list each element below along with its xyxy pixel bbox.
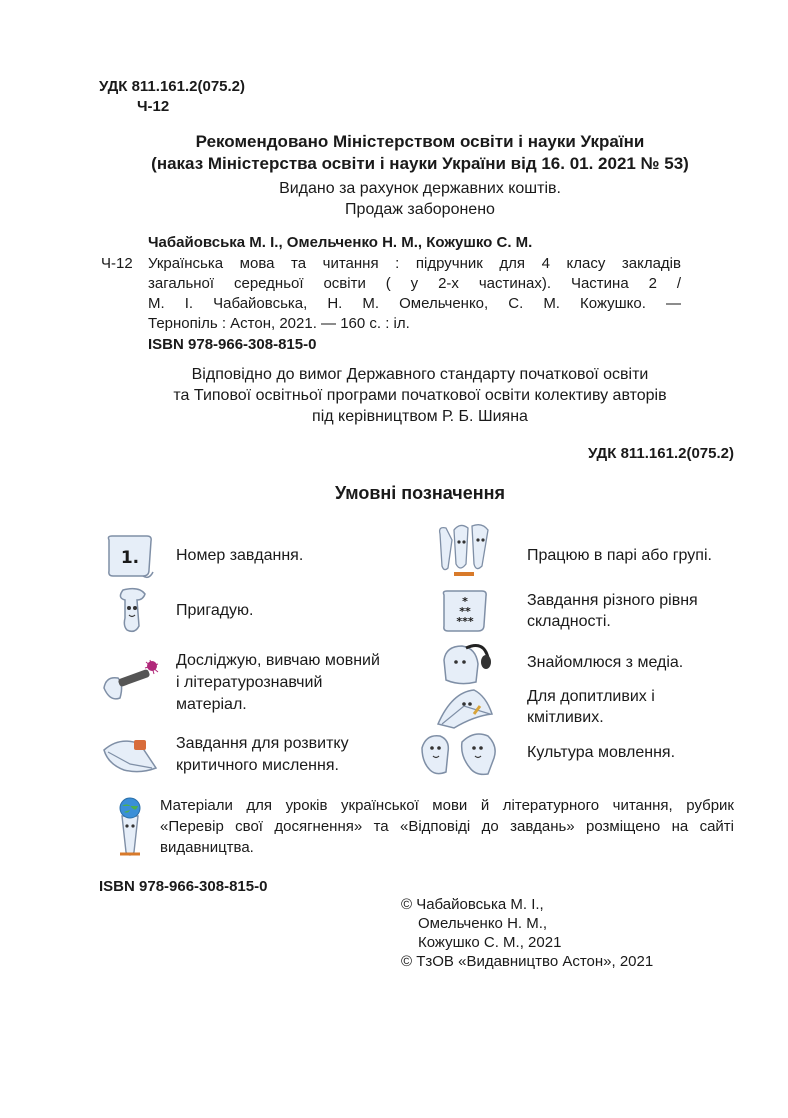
materials-line-1: Матеріали для уроків української мови й літературного читання, рубрик — [160, 797, 734, 814]
task-number-icon — [103, 532, 159, 582]
legend-item-difficulty-2: складності. — [527, 613, 611, 630]
copyright-line-1: © Чабайовська М. І., — [401, 896, 544, 913]
difficulty-star-2: ** — [459, 605, 471, 618]
standard-line-1: Відповідно до вимог Державного стандарту початкової освіти — [191, 366, 649, 383]
isbn-bottom: ISBN 978-966-308-815-0 — [99, 878, 268, 895]
speech-culture-icon — [418, 728, 504, 778]
difficulty-levels-icon — [438, 587, 494, 637]
legend-item-critical-2: критичного мислення. — [176, 757, 339, 774]
media-headphones-icon — [436, 638, 496, 688]
difficulty-star-3: *** — [456, 615, 474, 628]
biblio-line-4: Тернопіль : Астон, 2021. — 160 с. : іл. — [148, 315, 410, 332]
legend-title: Умовні позначення — [334, 483, 506, 503]
biblio-authors: Чабайовська М. І., Омельченко Н. М., Кожушко С. М. — [148, 234, 533, 251]
difficulty-star-1: * — [462, 595, 468, 608]
standard-line-2: та Типової освітньої програми початкової освіти колективу авторів — [173, 387, 667, 404]
legend-item-research-1: Досліджую, вивчаю мовний — [176, 652, 380, 669]
cipher-top: Ч-12 — [137, 98, 170, 115]
funding-line-1: Видано за рахунок державних коштів. — [279, 180, 561, 197]
udk-right: УДК 811.161.2(075.2) — [587, 445, 734, 462]
legend-item-research-3: матеріал. — [176, 696, 247, 713]
legend-item-research-2: і літературознавчий — [176, 674, 323, 691]
recommendation-line-1: Рекомендовано Міністерством освіти і науки України — [195, 132, 645, 151]
legend-item-difficulty-1: Завдання різного рівня — [527, 592, 698, 609]
biblio-line-2: загальної середньої освіти ( у 2-х частинах). Частина 2 / — [148, 275, 681, 292]
legend-item-media: Знайомлюся з медіа. — [527, 654, 684, 671]
legend-item-curious-2: кмітливих. — [527, 709, 604, 726]
recommendation-line-2: (наказ Міністерства освіти і науки України від 16. 01. 2021 № 53) — [151, 154, 689, 173]
udk-top: УДК 811.161.2(075.2) — [99, 78, 246, 95]
task-number-badge: 1. — [120, 548, 140, 568]
legend-item-speech-culture: Культура мовлення. — [527, 744, 676, 761]
legend-item-pair-group: Працюю в парі або групі. — [527, 547, 712, 564]
copyright-line-4: © ТзОВ «Видавництво Астон», 2021 — [401, 953, 654, 970]
globe-website-icon — [108, 796, 152, 860]
critical-thinking-icon — [100, 730, 160, 780]
pair-group-work-icon — [434, 520, 494, 578]
research-telescope-icon — [100, 658, 160, 708]
materials-line-3: видавництва. — [160, 839, 254, 856]
biblio-isbn: ISBN 978-966-308-815-0 — [148, 336, 317, 353]
legend-item-task-number: Номер завдання. — [176, 547, 304, 564]
legend-item-critical-1: Завдання для розвитку — [176, 735, 349, 752]
materials-line-2: «Перевір свої досягнення» та «Відповіді до завдань» розміщено на сайті — [160, 818, 734, 835]
standard-line-3: під керівництвом Р. Б. Шияна — [312, 408, 528, 425]
copyright-line-2: Омельченко Н. М., — [418, 915, 548, 932]
recall-icon — [103, 586, 159, 636]
funding-line-2: Продаж заборонено — [345, 201, 495, 218]
copyright-line-3: Кожушко С. М., 2021 — [418, 934, 562, 951]
legend-item-recall: Пригадую. — [176, 602, 254, 619]
biblio-line-1: Українська мова та читання : підручник для 4 класу закладів — [148, 255, 681, 272]
biblio-line-3: М. І. Чабайовська, Н. М. Омельченко, С. М. Кожушко. — — [148, 295, 681, 312]
biblio-cipher: Ч-12 — [101, 255, 133, 272]
legend-item-curious-1: Для допитливих і — [527, 688, 655, 705]
